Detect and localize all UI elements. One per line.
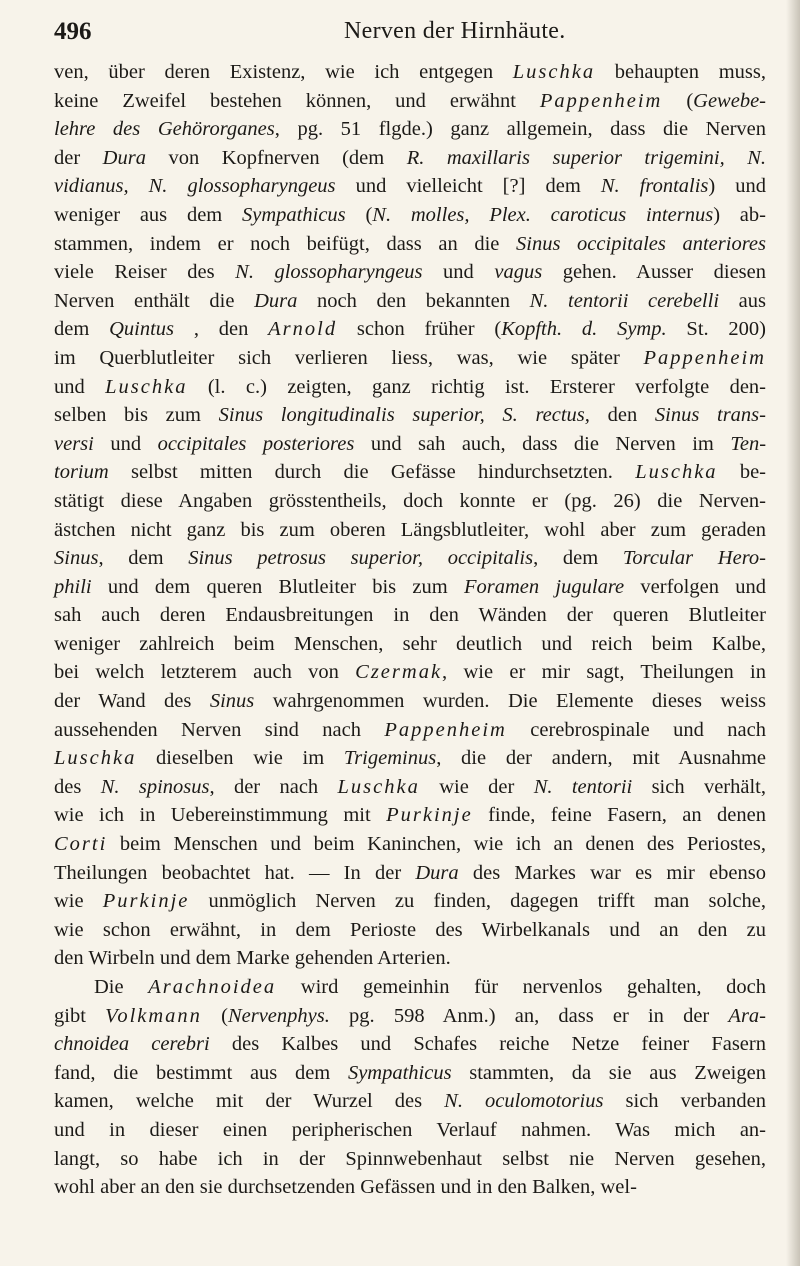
italic-term: R. maxillaris superior trigemini, N. xyxy=(406,146,767,169)
text-run: ( xyxy=(201,1004,228,1027)
text-run: sich verhält, xyxy=(632,775,766,798)
text-line xyxy=(54,58,766,87)
text-run: ) und xyxy=(708,175,767,198)
italic-term: Purkinje xyxy=(102,890,190,913)
italic-term: Gewebe- xyxy=(693,89,767,112)
italic-term: phili xyxy=(54,575,92,598)
text-line xyxy=(54,973,766,1002)
text-line xyxy=(54,1087,766,1116)
text-run: Die xyxy=(94,976,149,998)
text-line xyxy=(54,887,766,916)
text-line xyxy=(54,573,766,602)
text-run: ( xyxy=(345,203,373,226)
text-run: selbst mitten durch die Gefässe hindurchsetzten. xyxy=(108,461,636,484)
italic-term: Sympathicus xyxy=(347,1061,452,1084)
text-line xyxy=(54,716,766,745)
italic-term: Purkinje xyxy=(386,804,473,827)
text-line xyxy=(54,744,766,773)
text-run: sich verbanden xyxy=(603,1090,766,1113)
italic-term: Ten- xyxy=(730,432,767,455)
italic-term: Pappenheim xyxy=(384,718,507,741)
text-run: , den xyxy=(174,318,269,341)
text-run: , wie er mir sagt, Theilungen in xyxy=(442,661,766,684)
text-line xyxy=(54,1173,766,1202)
text-line xyxy=(54,144,766,173)
italic-term: Sinus trans- xyxy=(654,404,766,427)
text-line xyxy=(54,1030,766,1059)
text-line xyxy=(54,1002,766,1031)
italic-term: vagus xyxy=(494,261,543,284)
italic-term: Sinus occipitales anteriores xyxy=(516,232,766,255)
page-number: 496 xyxy=(54,18,92,45)
text-run: gehen. Ausser diesen xyxy=(542,261,767,284)
italic-term: lehre des Gehörorganes xyxy=(54,118,275,141)
italic-term: torium xyxy=(54,461,109,484)
text-run: wie der xyxy=(419,775,534,798)
text-run: viele Reiser des xyxy=(54,261,236,284)
text-run: wie ich in Uebereinstimmung mit xyxy=(54,804,387,827)
text-line xyxy=(54,801,766,830)
text-run: wie schon erwähnt, in dem Perioste des Wirbelkanals und an den zu xyxy=(54,918,766,941)
text-line xyxy=(54,258,766,287)
text-run: sah auch deren Endausbreitungen in den Wänden der queren Blutleiter xyxy=(54,604,766,627)
text-line xyxy=(54,544,766,573)
text-run: des xyxy=(54,775,101,798)
italic-term: Dura xyxy=(415,861,459,884)
text-run: und xyxy=(54,375,106,398)
text-run: , die der andern, mit Ausnahme xyxy=(436,747,766,770)
text-run: Nerven enthält die xyxy=(54,289,255,312)
text-line xyxy=(54,315,766,344)
text-line xyxy=(54,658,766,687)
text-run: des Kalbes und Schafes reiche Netze feiner Fasern xyxy=(209,1033,766,1056)
text-run: weniger zahlreich beim Menschen, sehr deutlich und reich beim Kalbe, xyxy=(54,632,766,655)
text-run: , der nach xyxy=(209,775,338,798)
italic-term: Arachnoidea xyxy=(148,976,277,998)
text-line xyxy=(54,687,766,716)
italic-term: Dura xyxy=(102,146,146,169)
text-run: und in dieser einen peripherischen Verlauf nahmen. Was mich an- xyxy=(54,1118,766,1141)
text-line xyxy=(54,1116,766,1145)
italic-term: Czermak xyxy=(355,661,443,684)
text-run: von Kopfnerven (dem xyxy=(145,146,407,169)
italic-term: Sympathicus xyxy=(242,203,346,226)
text-line xyxy=(54,344,766,373)
text-run: bei welch letzterem auch von xyxy=(54,661,356,684)
text-line xyxy=(54,944,766,973)
text-line xyxy=(54,516,766,545)
text-line xyxy=(54,487,766,516)
text-line xyxy=(54,230,766,259)
text-run: aus xyxy=(719,289,766,312)
italic-term: N. glossopharyngeus xyxy=(235,261,423,284)
text-run: dieselben wie im xyxy=(136,747,344,770)
italic-term: Sinus xyxy=(209,690,255,713)
text-run: der xyxy=(54,146,103,169)
text-run: der Wand des xyxy=(54,690,210,713)
text-run: langt, so habe ich in der Spinnwebenhaut selbst nie Nerven gesehen, xyxy=(54,1147,766,1170)
italic-term: Luschka xyxy=(54,747,137,770)
text-run: wahrgenommen wurden. Die Elemente dieses weiss xyxy=(254,690,766,713)
text-run: kamen, welche mit der Wurzel des xyxy=(54,1090,445,1113)
italic-term: Luschka xyxy=(337,775,420,798)
text-run: dem xyxy=(54,318,110,341)
italic-term: Pappenheim xyxy=(643,346,766,369)
italic-term: Foramen jugulare xyxy=(464,575,625,598)
text-line xyxy=(54,916,766,945)
text-run: des Markes war es mir ebenso xyxy=(458,861,766,884)
text-run: wird gemeinhin für nervenlos gehalten, doch xyxy=(276,976,767,998)
text-run: pg. 598 Anm.) an, dass er in der xyxy=(329,1004,729,1027)
italic-term: vidianus, N. glossopharyngeus xyxy=(54,175,336,198)
text-run: cerebrospinale und nach xyxy=(506,718,766,741)
text-run: aussehenden Nerven sind nach xyxy=(54,718,385,741)
italic-term: N. frontalis xyxy=(600,175,709,198)
text-line xyxy=(54,172,766,201)
italic-term: N. molles, Plex. caroticus internus xyxy=(372,203,714,226)
text-run: be- xyxy=(717,461,766,484)
italic-term: N. oculomotorius xyxy=(444,1090,604,1113)
text-run: beim Menschen und beim Kaninchen, wie ich an denen des Periostes, xyxy=(107,833,766,856)
text-run: , dem xyxy=(533,547,623,570)
italic-term: Torcular Hero- xyxy=(622,547,766,570)
text-run: und dem queren Blutleiter bis zum xyxy=(91,575,464,598)
italic-term: Pappenheim xyxy=(539,89,663,112)
text-run: und sah auch, dass die Nerven im xyxy=(354,432,731,455)
text-run: noch den bekannten xyxy=(297,289,530,312)
text-run: selben bis zum xyxy=(54,404,219,427)
text-run: fand, die bestimmt aus dem xyxy=(54,1061,348,1084)
text-line xyxy=(54,601,766,630)
text-run: stammten, da sie aus Zweigen xyxy=(451,1061,766,1084)
text-line xyxy=(54,773,766,802)
text-run: behaupten muss, xyxy=(595,61,766,83)
text-run: den Wirbeln und dem Marke gehenden Arterien. xyxy=(54,947,451,970)
italic-term: Luschka xyxy=(512,61,596,83)
text-run: Theilungen beobachtet hat. — In der xyxy=(54,861,416,884)
italic-term: Trigeminus xyxy=(343,747,437,770)
text-run: stammen, indem er noch beifügt, dass an die xyxy=(54,232,517,255)
italic-term: N. tentorii xyxy=(533,775,633,798)
italic-term: N. spinosus xyxy=(100,775,210,798)
italic-term: occipitales posteriores xyxy=(157,432,355,455)
italic-term: Ara- xyxy=(728,1004,766,1027)
text-line xyxy=(54,287,766,316)
italic-term: Kopfth. d. Symp. xyxy=(501,318,667,341)
italic-term: Sinus petrosus superior, occipitalis xyxy=(188,547,534,570)
text-run: und xyxy=(93,432,158,455)
page-edge-shadow xyxy=(786,0,800,1266)
italic-term: Dura xyxy=(254,289,298,312)
text-run: ) ab- xyxy=(713,203,766,226)
page-header xyxy=(54,18,754,54)
italic-term: versi xyxy=(54,432,94,455)
text-run: finde, feine Fasern, an denen xyxy=(472,804,767,827)
text-run: verfolgen und xyxy=(624,575,766,598)
running-title: Nerven der Hirnhäute. xyxy=(344,18,566,44)
italic-term: Arnold xyxy=(268,318,338,341)
text-run: wohl aber an den sie durchsetzenden Gefässen und in den Balken, wel- xyxy=(54,1176,637,1199)
text-line xyxy=(54,401,766,430)
italic-term: Quintus xyxy=(109,318,175,341)
italic-term: Corti xyxy=(54,833,108,856)
text-run: gibt xyxy=(54,1004,106,1027)
italic-term: Sinus longitudinalis superior, S. rectus, xyxy=(218,404,590,427)
body-text xyxy=(54,58,766,1202)
text-run: ( xyxy=(662,89,694,112)
text-run: , pg. 51 flgde.) ganz allgemein, dass die Nerven xyxy=(274,118,766,141)
text-run: stätigt diese Angaben grösstentheils, doch konnte er (pg. 26) die Nerven- xyxy=(54,489,766,512)
text-line xyxy=(54,201,766,230)
text-line xyxy=(54,1059,766,1088)
text-run: (l. c.) zeigten, ganz richtig ist. Ersterer verfolgte den- xyxy=(187,375,766,398)
text-line xyxy=(54,859,766,888)
text-line xyxy=(54,630,766,659)
italic-term: Nervenphys. xyxy=(227,1004,330,1027)
italic-term: Sinus xyxy=(54,547,99,570)
text-run: unmöglich Nerven zu finden, dagegen trifft man solche, xyxy=(189,890,766,913)
text-run: schon früher ( xyxy=(337,318,502,341)
text-line xyxy=(54,115,766,144)
text-run: ästchen nicht ganz bis zum oberen Längsblutleiter, wohl aber zum geraden xyxy=(54,518,766,541)
text-run: im Querblutleiter sich verlieren liess, was, wie später xyxy=(54,346,644,369)
text-line xyxy=(54,430,766,459)
text-run: St. 200) xyxy=(666,318,767,341)
text-line xyxy=(54,458,766,487)
italic-term: Luschka xyxy=(105,375,188,398)
italic-term: chnoidea cerebri xyxy=(54,1033,210,1056)
text-run: wie xyxy=(54,890,103,913)
text-line xyxy=(54,87,766,116)
text-line xyxy=(54,373,766,402)
text-run: keine Zweifel bestehen können, und erwähnt xyxy=(54,89,540,112)
text-run: und vielleicht [?] dem xyxy=(335,175,601,198)
text-run: und xyxy=(422,261,495,284)
text-run: weniger aus dem xyxy=(54,203,243,226)
text-run: ven, über deren Existenz, wie ich entgegen xyxy=(54,61,513,83)
italic-term: Volkmann xyxy=(105,1004,202,1027)
italic-term: N. tentorii cerebelli xyxy=(529,289,720,312)
italic-term: Luschka xyxy=(635,461,718,484)
text-run: , dem xyxy=(98,547,189,570)
text-line xyxy=(54,1145,766,1174)
text-run: den xyxy=(589,404,655,427)
text-line xyxy=(54,830,766,859)
